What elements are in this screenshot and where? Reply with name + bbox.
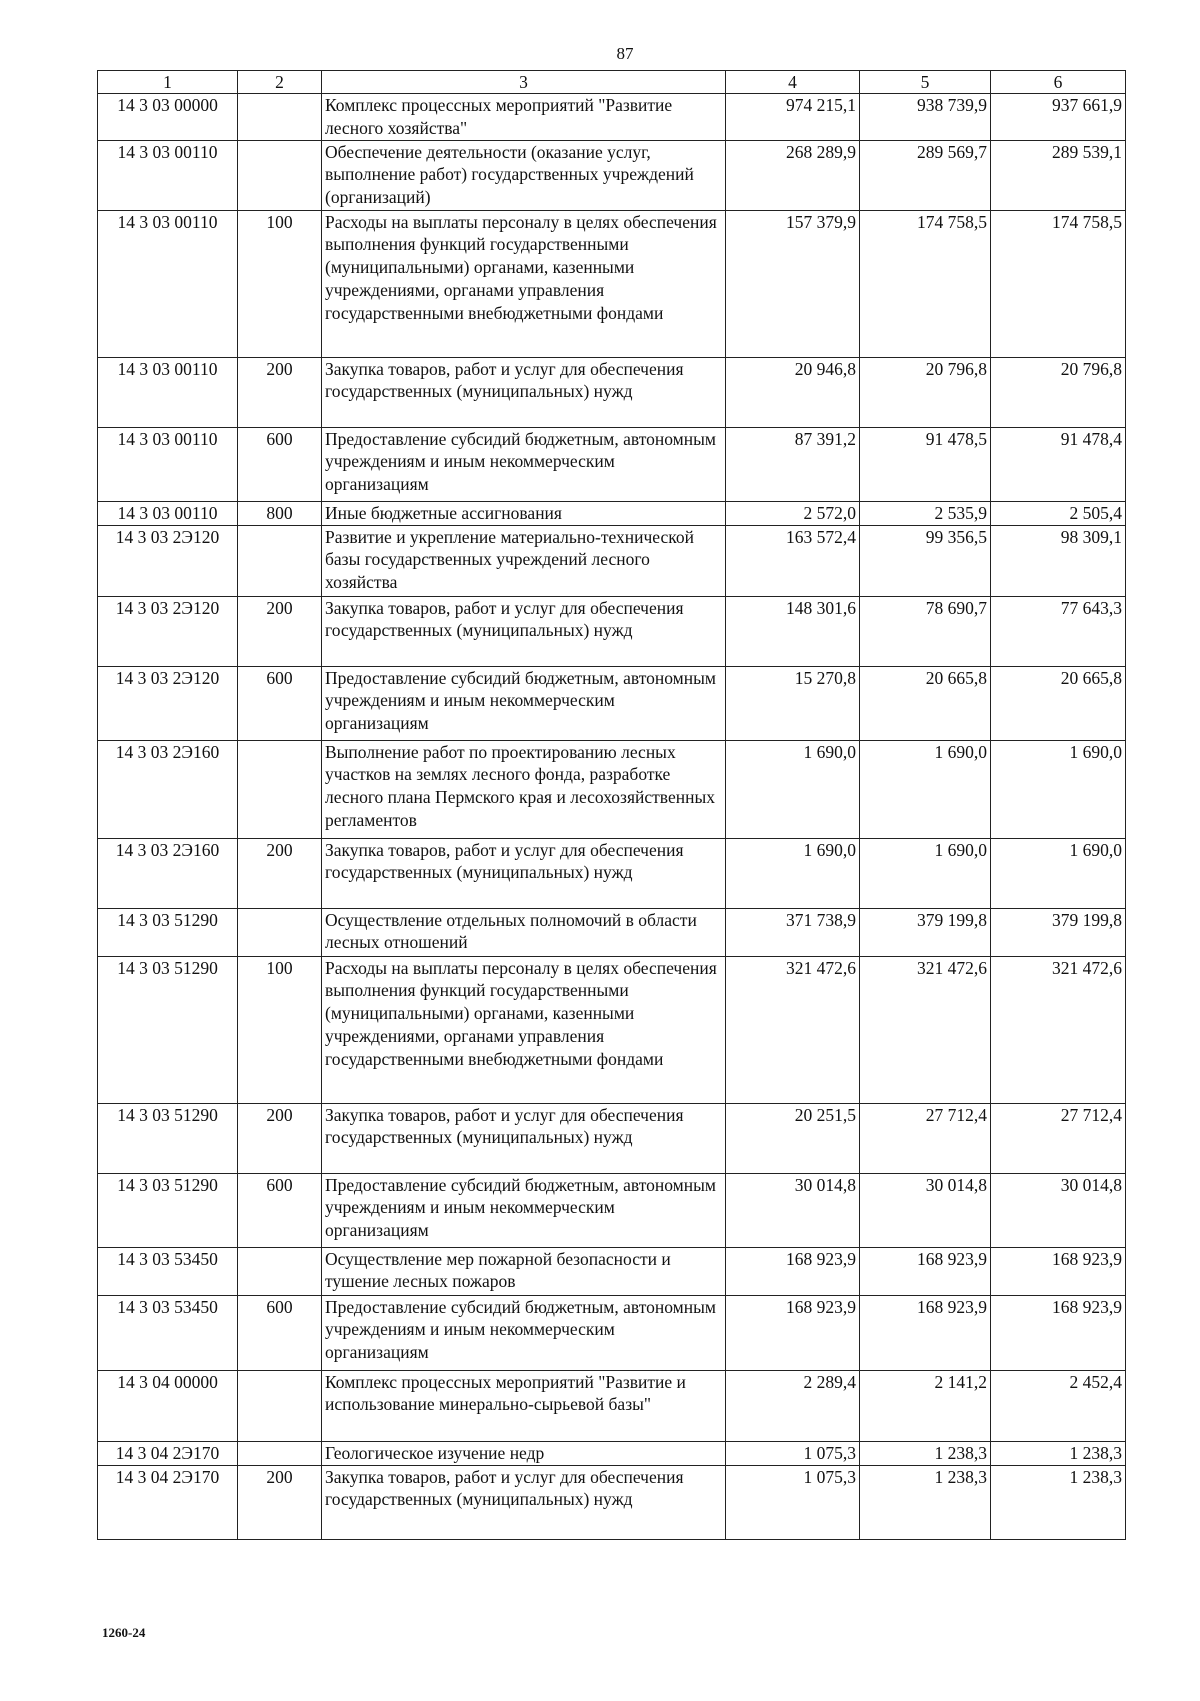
column-header: 6 <box>991 71 1126 94</box>
table-row <box>98 908 1126 956</box>
row-value-6: 2 505,4 <box>991 501 1126 525</box>
row-value-5: 2 141,2 <box>860 1370 991 1441</box>
row-expense-type: 100 <box>238 210 322 357</box>
table-row <box>98 1370 1126 1441</box>
row-expense-type <box>238 94 322 141</box>
row-name: Закупка товаров, работ и услуг для обеспечения государственных (муниципальных) нужд <box>322 838 726 908</box>
row-code: 14 3 03 2Э160 <box>98 838 238 908</box>
row-name: Геологическое изучение недр <box>322 1441 726 1465</box>
row-value-4: 2 572,0 <box>726 501 860 525</box>
row-expense-type <box>238 140 322 210</box>
row-expense-type: 600 <box>238 427 322 501</box>
row-expense-type: 600 <box>238 1295 322 1370</box>
row-code: 14 3 04 2Э170 <box>98 1441 238 1465</box>
row-value-4: 148 301,6 <box>726 596 860 666</box>
row-value-4: 1 690,0 <box>726 740 860 838</box>
row-value-6: 27 712,4 <box>991 1103 1126 1173</box>
row-value-6: 30 014,8 <box>991 1173 1126 1247</box>
row-value-4: 371 738,9 <box>726 908 860 956</box>
row-expense-type <box>238 740 322 838</box>
row-value-6: 20 796,8 <box>991 357 1126 427</box>
budget-table <box>97 70 1126 1540</box>
row-value-4: 87 391,2 <box>726 427 860 501</box>
row-value-4: 168 923,9 <box>726 1295 860 1370</box>
row-code: 14 3 03 51290 <box>98 1173 238 1247</box>
row-expense-type <box>238 1247 322 1295</box>
row-value-6: 1 690,0 <box>991 838 1126 908</box>
row-value-4: 20 251,5 <box>726 1103 860 1173</box>
table-row <box>98 427 1126 501</box>
row-value-5: 2 535,9 <box>860 501 991 525</box>
row-name: Предоставление субсидий бюджетным, автономным учреждениям и иным некоммерческим организациям <box>322 427 726 501</box>
row-code: 14 3 03 00110 <box>98 357 238 427</box>
page-number: 87 <box>616 44 634 63</box>
row-value-5: 1 238,3 <box>860 1465 991 1539</box>
row-code: 14 3 03 53450 <box>98 1295 238 1370</box>
column-header: 1 <box>98 71 238 94</box>
row-name: Комплекс процессных мероприятий "Развитие лесного хозяйства" <box>322 94 726 141</box>
table-row <box>98 666 1126 740</box>
row-code: 14 3 03 2Э120 <box>98 525 238 596</box>
column-header: 4 <box>726 71 860 94</box>
row-name: Выполнение работ по проектированию лесных участков на землях лесного фонда, разработке лесного плана Пермского края и лесохозяйственных регламентов <box>322 740 726 838</box>
row-code: 14 3 03 00110 <box>98 501 238 525</box>
row-value-4: 2 289,4 <box>726 1370 860 1441</box>
table-row <box>98 357 1126 427</box>
row-value-4: 268 289,9 <box>726 140 860 210</box>
row-code: 14 3 03 2Э160 <box>98 740 238 838</box>
row-name: Закупка товаров, работ и услуг для обеспечения государственных (муниципальных) нужд <box>322 357 726 427</box>
row-value-4: 974 215,1 <box>726 94 860 141</box>
row-code: 14 3 03 2Э120 <box>98 666 238 740</box>
row-name: Закупка товаров, работ и услуг для обеспечения государственных (муниципальных) нужд <box>322 596 726 666</box>
table-row <box>98 1295 1126 1370</box>
column-header: 3 <box>322 71 726 94</box>
table-row <box>98 1465 1126 1539</box>
row-value-6: 937 661,9 <box>991 94 1126 141</box>
row-value-6: 2 452,4 <box>991 1370 1126 1441</box>
row-code: 14 3 03 51290 <box>98 956 238 1103</box>
row-expense-type: 200 <box>238 596 322 666</box>
document-code: 1260-24 <box>102 1625 146 1640</box>
row-expense-type: 200 <box>238 1103 322 1173</box>
row-value-5: 938 739,9 <box>860 94 991 141</box>
row-code: 14 3 04 2Э170 <box>98 1465 238 1539</box>
row-expense-type: 100 <box>238 956 322 1103</box>
row-expense-type: 200 <box>238 1465 322 1539</box>
row-name: Закупка товаров, работ и услуг для обеспечения государственных (муниципальных) нужд <box>322 1103 726 1173</box>
row-value-5: 1 690,0 <box>860 838 991 908</box>
row-name: Иные бюджетные ассигнования <box>322 501 726 525</box>
row-expense-type <box>238 1370 322 1441</box>
row-value-5: 168 923,9 <box>860 1247 991 1295</box>
row-name: Развитие и укрепление материально-технической базы государственных учреждений лесного хозяйства <box>322 525 726 596</box>
row-value-5: 20 665,8 <box>860 666 991 740</box>
table-row <box>98 210 1126 357</box>
row-value-5: 1 238,3 <box>860 1441 991 1465</box>
row-name: Комплекс процессных мероприятий "Развитие и использование минерально-сырьевой базы" <box>322 1370 726 1441</box>
row-value-4: 20 946,8 <box>726 357 860 427</box>
row-name: Расходы на выплаты персоналу в целях обеспечения выполнения функций государственными (муниципальными) органами, казенными учреждениями, органами управления государственными внебюджетными фондами <box>322 210 726 357</box>
row-value-5: 27 712,4 <box>860 1103 991 1173</box>
row-value-5: 1 690,0 <box>860 740 991 838</box>
row-value-5: 91 478,5 <box>860 427 991 501</box>
row-code: 14 3 03 00110 <box>98 427 238 501</box>
table-row <box>98 596 1126 666</box>
table-row <box>98 1247 1126 1295</box>
row-value-4: 321 472,6 <box>726 956 860 1103</box>
table-row <box>98 525 1126 596</box>
row-name: Расходы на выплаты персоналу в целях обеспечения выполнения функций государственными (муниципальными) органами, казенными учреждениями, органами управления государственными внебюджетными фондами <box>322 956 726 1103</box>
row-code: 14 3 03 51290 <box>98 1103 238 1173</box>
row-value-5: 321 472,6 <box>860 956 991 1103</box>
row-value-6: 98 309,1 <box>991 525 1126 596</box>
table-row <box>98 501 1126 525</box>
row-name: Предоставление субсидий бюджетным, автономным учреждениям и иным некоммерческим организациям <box>322 1295 726 1370</box>
table-row <box>98 1103 1126 1173</box>
row-value-4: 1 075,3 <box>726 1441 860 1465</box>
row-name: Осуществление мер пожарной безопасности и тушение лесных пожаров <box>322 1247 726 1295</box>
row-value-6: 168 923,9 <box>991 1247 1126 1295</box>
header-row <box>98 71 1126 94</box>
row-expense-type: 200 <box>238 838 322 908</box>
row-value-6: 1 238,3 <box>991 1441 1126 1465</box>
row-value-6: 91 478,4 <box>991 427 1126 501</box>
row-expense-type: 600 <box>238 1173 322 1247</box>
row-value-4: 15 270,8 <box>726 666 860 740</box>
row-value-5: 30 014,8 <box>860 1173 991 1247</box>
row-value-6: 1 238,3 <box>991 1465 1126 1539</box>
row-value-4: 1 075,3 <box>726 1465 860 1539</box>
row-value-6: 321 472,6 <box>991 956 1126 1103</box>
row-code: 14 3 04 00000 <box>98 1370 238 1441</box>
row-value-5: 20 796,8 <box>860 357 991 427</box>
row-value-5: 379 199,8 <box>860 908 991 956</box>
row-value-5: 78 690,7 <box>860 596 991 666</box>
row-code: 14 3 03 00000 <box>98 94 238 141</box>
table-row <box>98 140 1126 210</box>
row-code: 14 3 03 53450 <box>98 1247 238 1295</box>
row-name: Предоставление субсидий бюджетным, автономным учреждениям и иным некоммерческим организациям <box>322 1173 726 1247</box>
table-row <box>98 94 1126 141</box>
row-value-4: 1 690,0 <box>726 838 860 908</box>
row-value-4: 163 572,4 <box>726 525 860 596</box>
table-row <box>98 740 1126 838</box>
row-code: 14 3 03 00110 <box>98 210 238 357</box>
row-code: 14 3 03 2Э120 <box>98 596 238 666</box>
row-expense-type: 600 <box>238 666 322 740</box>
row-value-6: 20 665,8 <box>991 666 1126 740</box>
row-expense-type <box>238 908 322 956</box>
column-header: 2 <box>238 71 322 94</box>
row-value-5: 99 356,5 <box>860 525 991 596</box>
row-value-6: 77 643,3 <box>991 596 1126 666</box>
row-name: Закупка товаров, работ и услуг для обеспечения государственных (муниципальных) нужд <box>322 1465 726 1539</box>
column-header: 5 <box>860 71 991 94</box>
row-expense-type <box>238 525 322 596</box>
row-expense-type: 200 <box>238 357 322 427</box>
row-value-6: 1 690,0 <box>991 740 1126 838</box>
table-row <box>98 1173 1126 1247</box>
row-name: Осуществление отдельных полномочий в области лесных отношений <box>322 908 726 956</box>
row-expense-type: 800 <box>238 501 322 525</box>
row-name: Предоставление субсидий бюджетным, автономным учреждениям и иным некоммерческим организациям <box>322 666 726 740</box>
row-value-6: 379 199,8 <box>991 908 1126 956</box>
row-expense-type <box>238 1441 322 1465</box>
row-value-4: 168 923,9 <box>726 1247 860 1295</box>
row-value-5: 174 758,5 <box>860 210 991 357</box>
row-code: 14 3 03 51290 <box>98 908 238 956</box>
row-value-6: 174 758,5 <box>991 210 1126 357</box>
row-value-6: 168 923,9 <box>991 1295 1126 1370</box>
row-value-4: 30 014,8 <box>726 1173 860 1247</box>
table-row <box>98 956 1126 1103</box>
row-value-5: 289 569,7 <box>860 140 991 210</box>
row-name: Обеспечение деятельности (оказание услуг, выполнение работ) государственных учреждений (организаций) <box>322 140 726 210</box>
row-code: 14 3 03 00110 <box>98 140 238 210</box>
row-value-5: 168 923,9 <box>860 1295 991 1370</box>
row-value-4: 157 379,9 <box>726 210 860 357</box>
table-row <box>98 838 1126 908</box>
table-row <box>98 1441 1126 1465</box>
row-value-6: 289 539,1 <box>991 140 1126 210</box>
